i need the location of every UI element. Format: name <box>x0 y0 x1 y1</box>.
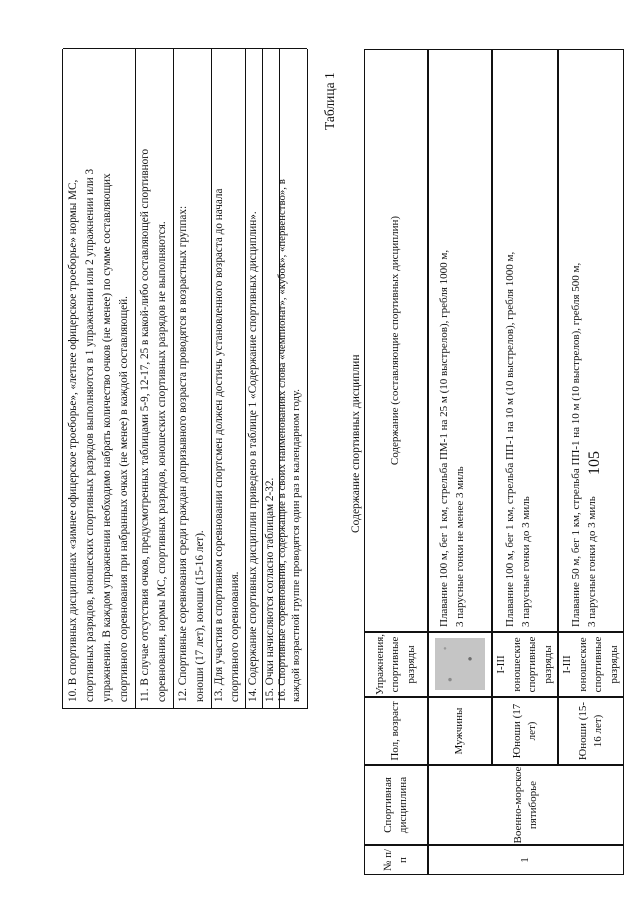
header-content: Содержание (составляющие спортивных дисциплин) <box>364 49 428 632</box>
row3-gender-age: Юноши (15-16 лет) <box>558 697 624 765</box>
discipline-name: Военно-морское пятиборье <box>428 765 624 845</box>
row2-content-line-2: 3 парусные гонки до 3 миль <box>519 496 532 627</box>
row1-content <box>428 49 492 632</box>
notes-block <box>62 49 308 709</box>
disciplines-table <box>364 49 624 875</box>
table-caption: Содержание спортивных дисциплин <box>350 354 362 533</box>
row1-gender-age: Мужчины <box>428 697 492 765</box>
note-11-line-2: соревнования, нормы МС, спортивных разрядов, юношеских спортивных разрядов не выполняются. <box>156 221 168 702</box>
row1-content-line-1: Плавание 100 м, бег 1 км, стрельба ПМ-1 на 25 м (10 выстрелов), гребля 1000 м, <box>438 249 450 627</box>
header-discipline: Спортивная дисциплина <box>364 765 428 845</box>
row3-content-line-1: Плавание 50 м, бег 1 км, стрельба ПП-1 на 10 м (10 выстрелов), гребля 500 м, <box>570 262 582 627</box>
row-number: 1 <box>428 845 624 875</box>
row2-content <box>492 49 558 632</box>
row3-exercises: I-III юношеские спортивные разряды <box>558 632 624 697</box>
row1-content-line-2: 3 парусные гонки не менее 3 миль <box>453 466 466 627</box>
row1-exercises <box>428 632 492 697</box>
note-10-line-2: спортивных разрядов, юношеских спортивных разрядов выполняются в 1 упражнении или 2 упражнении или 3 <box>84 168 96 702</box>
page-number: 105 <box>586 451 603 475</box>
note-14: 14. Содержание спортивных дисциплин приведено в таблице 1 «Содержание спортивных дисциплин». <box>247 211 259 702</box>
note-10-line-4: спортивного соревнования при набранных очках (не менее) в каждой составляющей. <box>118 296 130 702</box>
row3-content-line-2: 3 парусные гонки до 3 миль <box>585 496 598 627</box>
note-16-line-1: 16. Спортивные соревнования, содержащие в своих наименованиях слова «чемпионат», «кубок», «первенство», в <box>276 179 288 702</box>
note-10-line-3: упражнении. В каждом упражнении необходимо набрать количество очков (не менее) по сумме составляющих <box>101 173 113 702</box>
table-title: Таблица 1 <box>322 72 337 130</box>
row1-stamp-mark <box>435 638 485 690</box>
header-exercises: Упражнения, спортивные разряды <box>364 632 428 697</box>
row2-exercises: I-III юношеские спортивные разряды <box>492 632 558 697</box>
row2-gender-age: Юноши (17 лет) <box>492 697 558 765</box>
note-12-line-1: 12. Спортивные соревнования среди граждан допризывного возраста проводятся в возрастных группах: <box>177 205 189 702</box>
note-12-line-2: юноши (17 лет), юноши (15-16 лет). <box>194 530 206 702</box>
header-gender-age: Пол, возраст <box>364 697 428 765</box>
note-16-line-2: каждой возрастной группе проводятся один раз в календарном году. <box>290 389 302 702</box>
header-num: № п/п <box>364 845 428 875</box>
row3-content <box>558 49 624 632</box>
note-11-line-1: 11. В случае отсутствия очков, предусмотренных таблицами 5-9, 12-17, 25 в какой-либо составляющей спортивного <box>139 148 151 702</box>
row2-content-line-1: Плавание 100 м, бег 1 км, стрельба ПП-1 на 10 м (10 выстрелов), гребля 1000 м, <box>504 251 516 627</box>
note-13-line-1: 13. Для участия в спортивном соревновании спортсмен должен достичь установленного возраста до начала <box>213 188 225 702</box>
note-13-line-2: спортивного соревнования. <box>229 571 241 702</box>
note-10-line-1: 10. В спортивных дисциплинах «зимнее офицерское троеборье», «летнее офицерское троеборье» нормы МС, <box>67 179 79 702</box>
note-15: 15. Очки начисляются согласно таблицам 2-32. <box>264 477 276 702</box>
